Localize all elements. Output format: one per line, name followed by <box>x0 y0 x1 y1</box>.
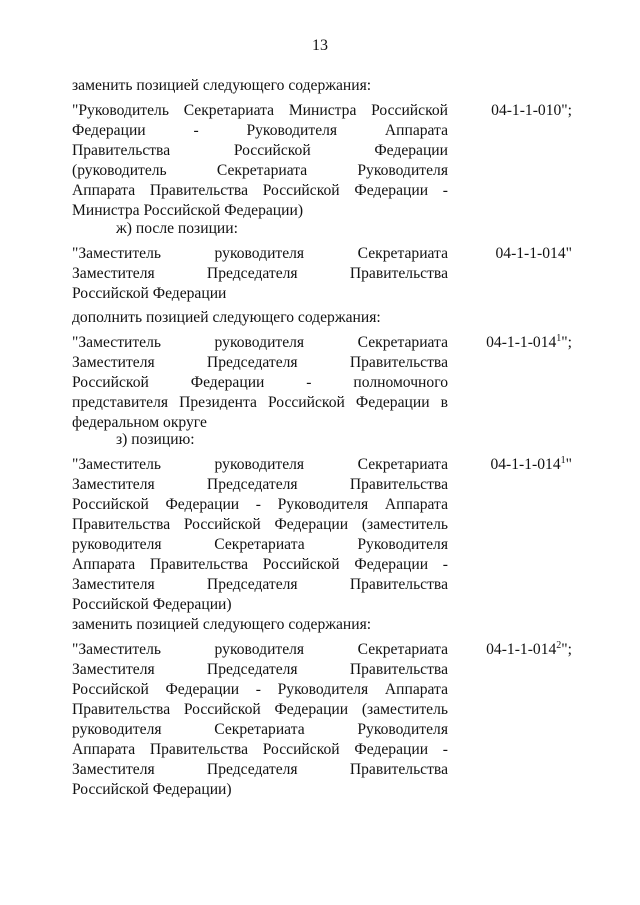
code-sup: 1 <box>560 455 566 466</box>
code-main: 04-1-1-014 <box>490 456 561 473</box>
entry-5-text <box>72 640 448 800</box>
entry-4 <box>72 455 572 615</box>
entry-3-code <box>486 333 572 353</box>
entry-5 <box>72 640 572 800</box>
code-tail: "; <box>561 334 572 351</box>
entry-line: "Заместитель руководителя Секретариата <box>72 245 448 262</box>
entry-line: Заместителя Председателя Правительства <box>72 476 448 493</box>
instruction-1: заменить позицией следующего содержания: <box>72 77 372 94</box>
code-main: 04-1-1-014" <box>495 245 572 262</box>
entry-1 <box>72 101 572 221</box>
entry-line: Российской Федерации - Руководителя Аппарата <box>72 496 448 513</box>
entry-line: федеральном округе <box>72 414 207 431</box>
entry-line: Министра Российской Федерации) <box>72 202 304 219</box>
entry-3 <box>72 333 572 433</box>
code-tail: " <box>565 456 572 473</box>
entry-4-code <box>490 455 572 475</box>
entry-1-code <box>491 101 572 121</box>
entry-line: Правительства Российской Федерации (заместитель <box>72 701 448 718</box>
code-sup: 1 <box>556 333 562 344</box>
instruction-3: заменить позицией следующего содержания: <box>72 616 372 633</box>
entry-line: "Заместитель руководителя Секретариата <box>72 334 448 351</box>
entry-line: Правительства Российской Федерации (заместитель <box>72 516 448 533</box>
entry-2 <box>72 244 572 304</box>
entry-line: (руководитель Секретариата Руководителя <box>72 162 448 179</box>
entry-4-text <box>72 455 448 615</box>
entry-line: Аппарата Правительства Российской Федерации - <box>72 182 448 199</box>
entry-line: Аппарата Правительства Российской Федерации - <box>72 741 448 758</box>
entry-line: Российской Федерации <box>72 285 227 302</box>
entry-line: Заместителя Председателя Правительства <box>72 761 448 778</box>
entry-line: Российской Федерации - полномочного <box>72 374 448 391</box>
entry-line: Правительства Российской Федерации <box>72 142 448 159</box>
entry-line: руководителя Секретариата Руководителя <box>72 536 448 553</box>
subitem-zh: ж) после позиции: <box>116 220 238 237</box>
code-main: 04-1-1-014 <box>486 641 557 658</box>
code-sup: 2 <box>556 640 562 651</box>
code-tail: "; <box>561 641 572 658</box>
entry-line: "Заместитель руководителя Секретариата <box>72 641 448 658</box>
entry-1-text <box>72 101 448 221</box>
entry-line: представителя Президента Российской Федерации в <box>72 394 448 411</box>
entry-2-text <box>72 244 448 304</box>
entry-line: Федерации - Руководителя Аппарата <box>72 122 448 139</box>
entry-2-code <box>495 244 572 264</box>
entry-line: Заместителя Председателя Правительства <box>72 576 448 593</box>
entry-line: "Заместитель руководителя Секретариата <box>72 456 448 473</box>
entry-line: Российской Федерации) <box>72 596 232 613</box>
entry-line: "Руководитель Секретариата Министра Российской <box>72 102 448 119</box>
page-number: 13 <box>312 37 328 54</box>
code-main: 04-1-1-010"; <box>491 102 572 119</box>
entry-line: Заместителя Председателя Правительства <box>72 354 448 371</box>
entry-line: Российской Федерации) <box>72 781 232 798</box>
subitem-z: з) позицию: <box>116 431 195 448</box>
entry-line: Заместителя Председателя Правительства <box>72 661 448 678</box>
entry-5-code <box>486 640 572 660</box>
entry-line: Аппарата Правительства Российской Федерации - <box>72 556 448 573</box>
entry-line: Заместителя Председателя Правительства <box>72 265 448 282</box>
code-main: 04-1-1-014 <box>486 334 557 351</box>
entry-3-text <box>72 333 448 433</box>
entry-line: Российской Федерации - Руководителя Аппарата <box>72 681 448 698</box>
instruction-2: дополнить позицией следующего содержания: <box>72 309 381 326</box>
entry-line: руководителя Секретариата Руководителя <box>72 721 448 738</box>
